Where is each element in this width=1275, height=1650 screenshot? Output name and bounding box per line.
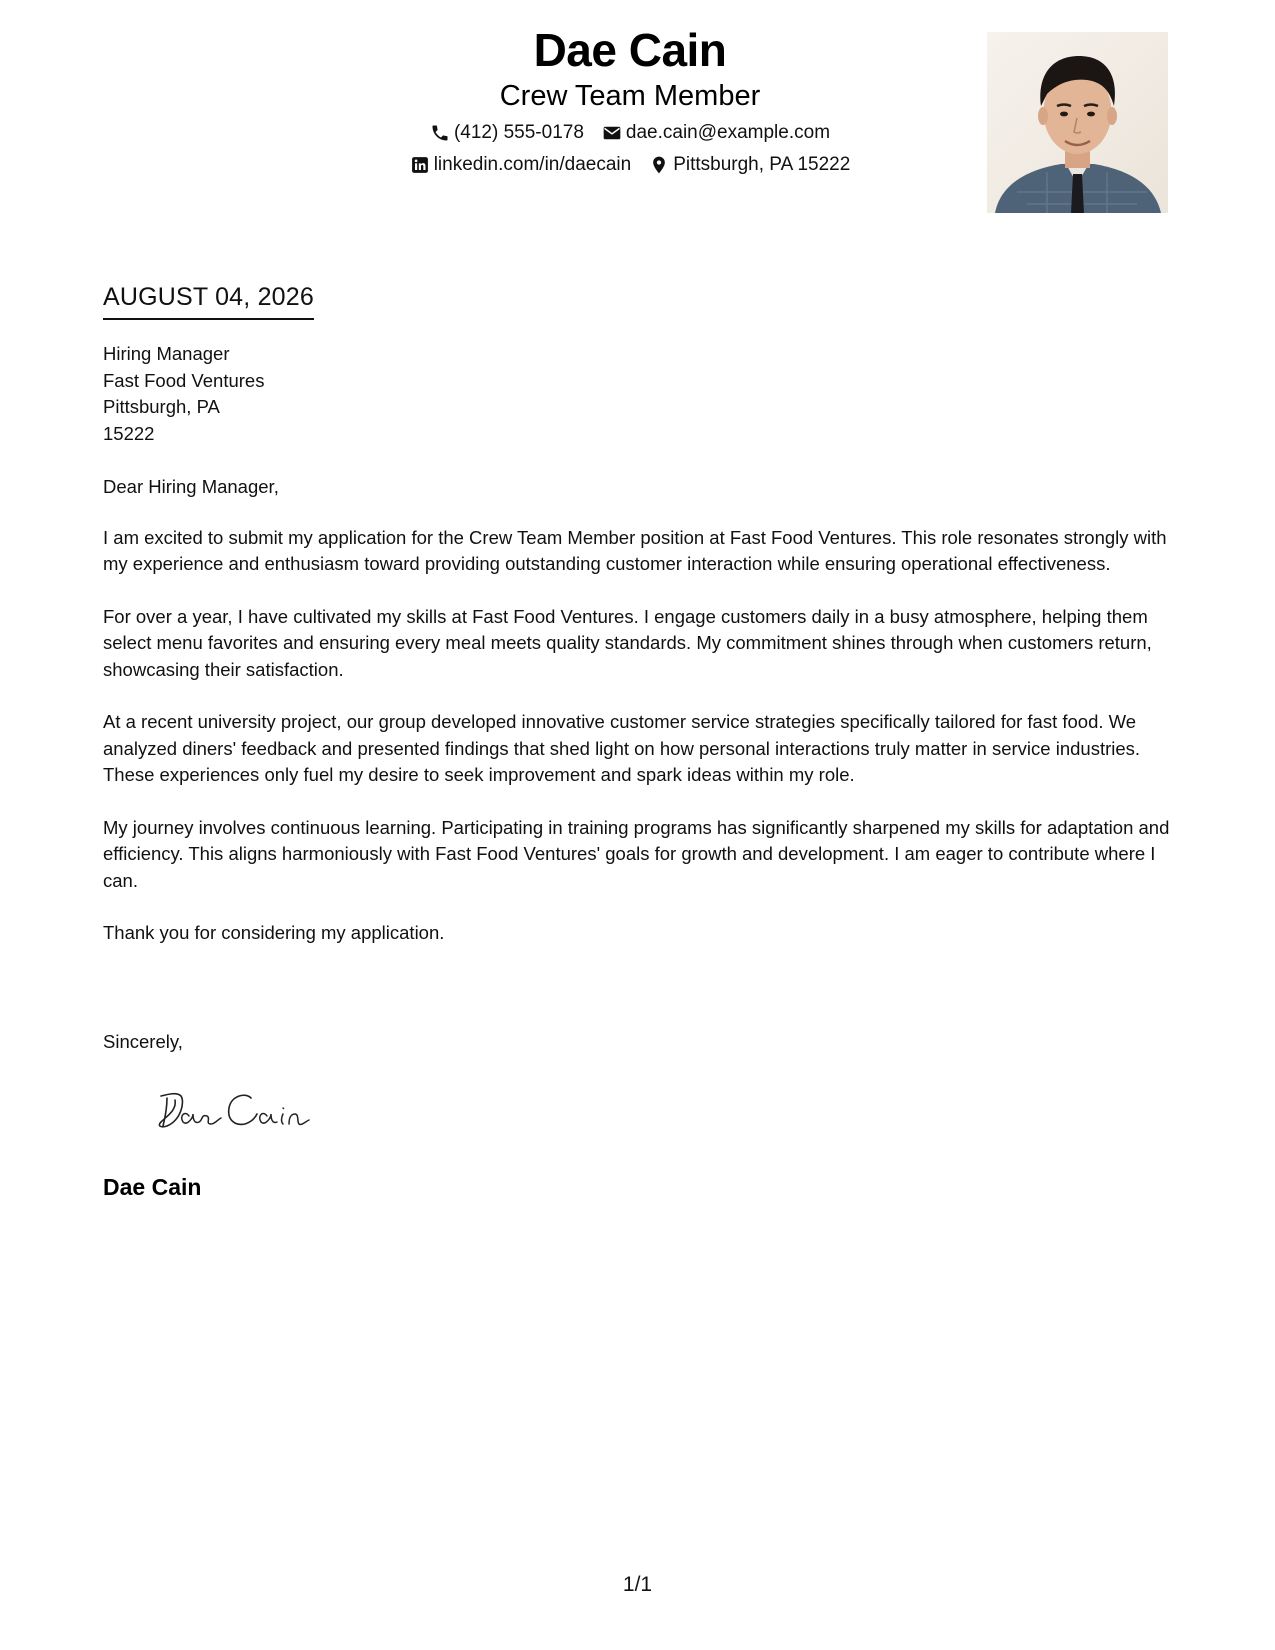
contact-linkedin [410, 153, 632, 177]
page-number: 1/1 [622, 1573, 653, 1596]
location-text: Pittsburgh, PA 15222 [673, 154, 851, 175]
body-paragraph: At a recent university project, our group developed innovative customer service strategies specifically tailored for fast food. We analyzed diners' feedback and presented findings that shed light on how personal interactions truly matter in service industries. These experiences only fuel my desire to seek improvement and spark ideas within my role. [103, 711, 1141, 785]
letter-body [103, 474, 1173, 973]
envelope-icon [602, 123, 622, 143]
closing-line: Sincerely, [103, 1031, 183, 1052]
body-paragraph: I am excited to submit my application for the Crew Team Member position at Fast Food Ventures. This role resonates strongly with my experience and enthusiasm toward providing outstanding customer interaction while ensuring operational effectiveness. [103, 526, 1167, 574]
phone-number: (412) 555-0178 [453, 122, 584, 143]
profile-photo [987, 32, 1168, 213]
linkedin-url: linkedin.com/in/daecain [433, 154, 632, 175]
recipient-zip: 15222 [103, 422, 155, 444]
email-address: dae.cain@example.com [625, 122, 831, 143]
portrait-image [987, 32, 1168, 213]
contact-phone [430, 121, 584, 145]
contact-location [649, 153, 850, 177]
body-paragraph: Thank you for considering my application. [103, 922, 445, 943]
handwritten-signature [155, 1086, 315, 1136]
signer-name: Dae Cain [103, 1174, 202, 1200]
linkedin-icon [410, 155, 430, 175]
applicant-name: Dae Cain [533, 24, 727, 76]
letter-date: AUGUST 04, 2026 [103, 282, 314, 320]
map-pin-icon [649, 155, 669, 175]
phone-icon [430, 123, 450, 143]
recipient-company: Fast Food Ventures [103, 369, 265, 391]
contact-email [602, 121, 830, 145]
recipient-city: Pittsburgh, PA [103, 396, 220, 417]
body-paragraph: My journey involves continuous learning. Participating in training programs has significantly sharpened my skills for adaptation and efficiency. This aligns harmoniously with Fast Food Ventures' goals for growth and development. I am eager to contribute where I can. [103, 816, 1170, 891]
applicant-role: Crew Team Member [499, 80, 761, 112]
body-paragraph: For over a year, I have cultivated my skills at Fast Food Ventures. I engage customers daily in a busy atmosphere, helping them select menu favorites and ensuring every meal meets quality standards. My commitment shines through when customers return, showcasing their satisfaction. [103, 605, 1152, 680]
recipient-title: Hiring Manager [103, 343, 230, 364]
recipient-block [103, 341, 264, 447]
salutation: Dear Hiring Manager, [103, 476, 279, 497]
